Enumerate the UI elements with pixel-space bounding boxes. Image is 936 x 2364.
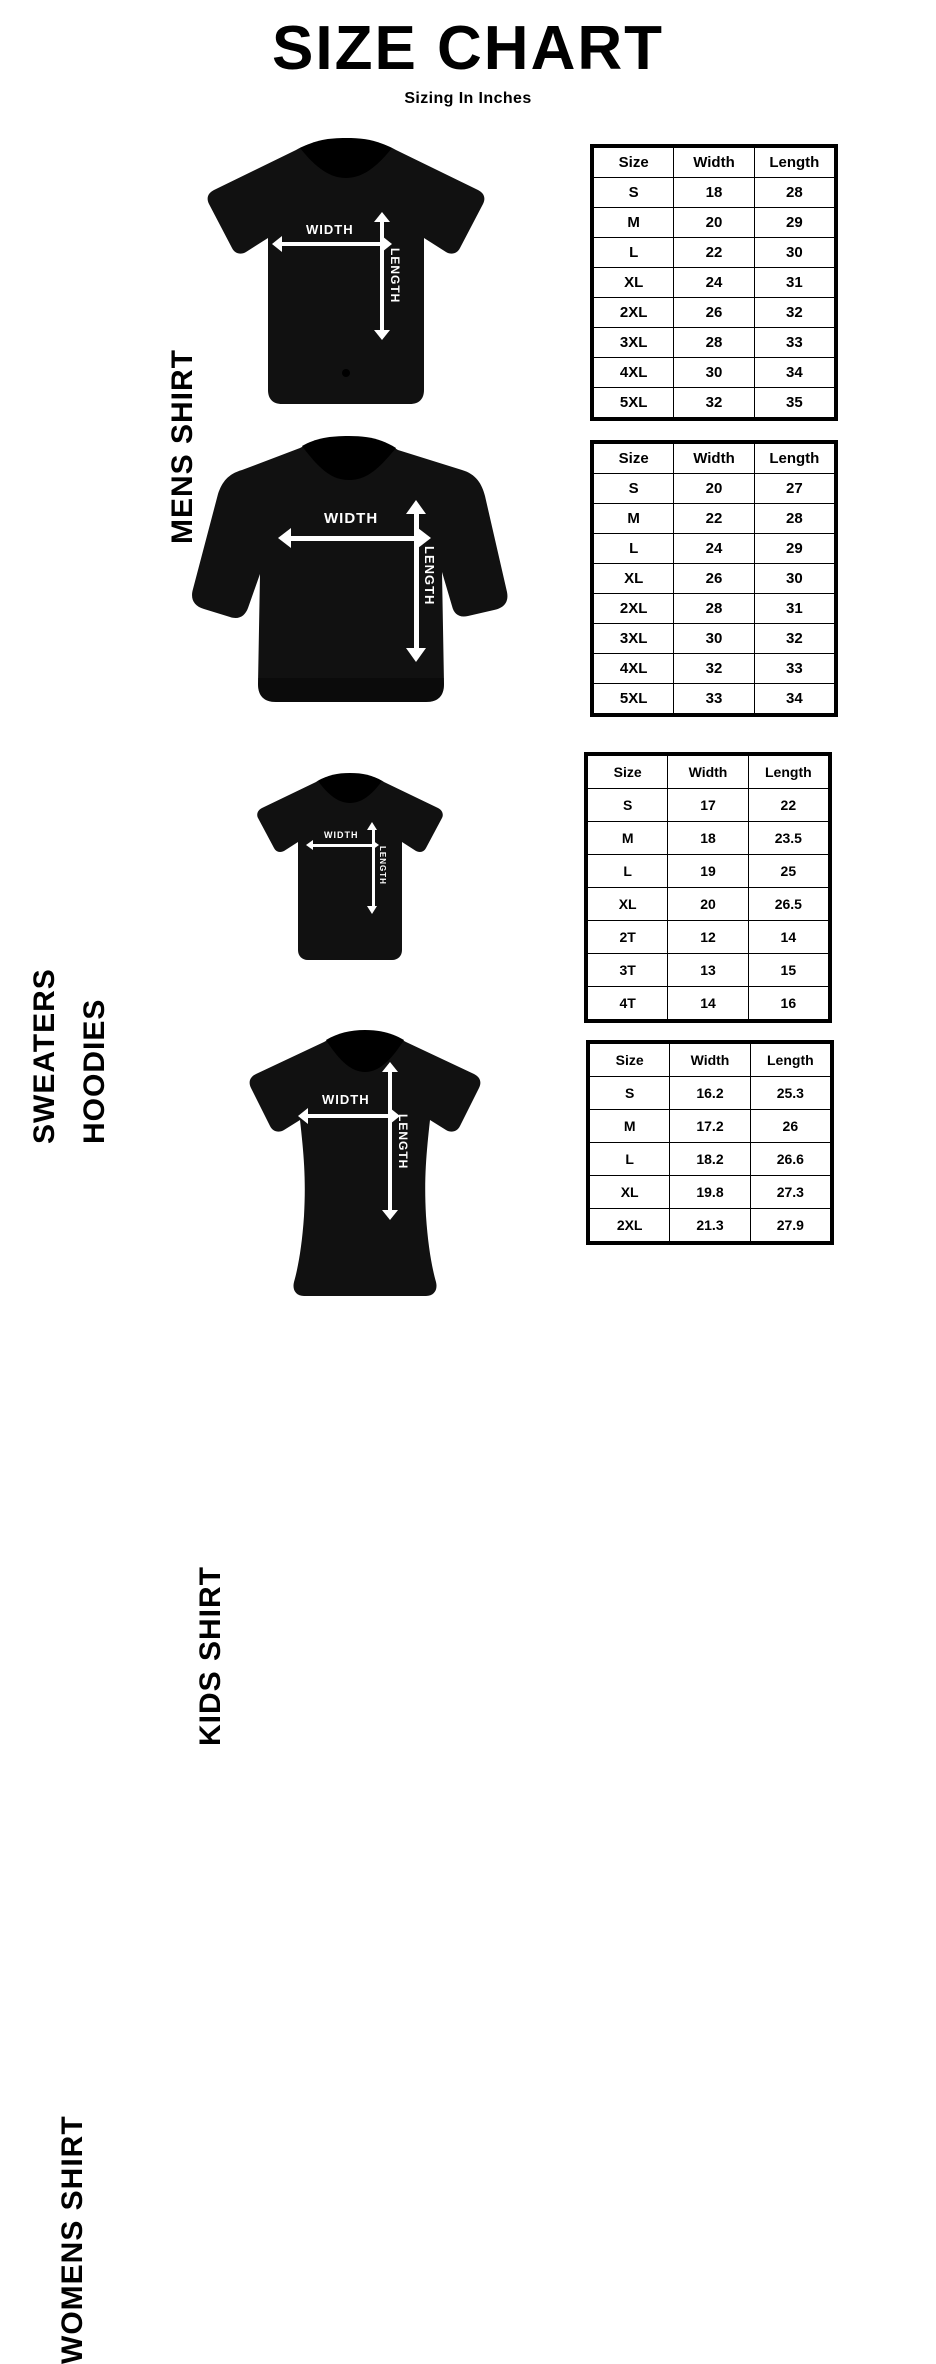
cell-size: 4XL xyxy=(594,654,674,684)
length-label: LENGTH xyxy=(396,1114,410,1170)
table-row xyxy=(588,789,829,822)
cell-length: 29 xyxy=(754,208,834,238)
length-label: LENGTH xyxy=(388,248,402,304)
table-row xyxy=(590,1209,831,1242)
length-arrow-top-tip xyxy=(374,212,390,222)
table-row xyxy=(594,654,835,684)
length-label: LENGTH xyxy=(378,846,387,885)
col-size: Size xyxy=(588,756,668,789)
cell-size: S xyxy=(590,1077,670,1110)
cell-size: L xyxy=(594,534,674,564)
cell-size: XL xyxy=(590,1176,670,1209)
tshirt-icon xyxy=(250,772,450,962)
cell-size: 2T xyxy=(588,921,668,954)
sidebar-item-mens-shirt: MENS SHIRT xyxy=(166,348,199,544)
col-size: Size xyxy=(594,444,674,474)
table-row xyxy=(594,388,835,418)
col-length: Length xyxy=(754,444,834,474)
width-label: WIDTH xyxy=(324,830,359,840)
womens-tee-icon xyxy=(240,1030,490,1300)
size-table xyxy=(589,1043,831,1242)
cell-size: M xyxy=(588,822,668,855)
cell-width: 24 xyxy=(674,534,754,564)
cell-width: 30 xyxy=(674,358,754,388)
table-header-row xyxy=(594,148,835,178)
width-arrow-left-tip xyxy=(306,840,313,850)
kids-shirt-illustration xyxy=(250,772,450,962)
page-header xyxy=(0,0,936,108)
cell-width: 33 xyxy=(674,684,754,714)
cell-length: 31 xyxy=(754,594,834,624)
size-table xyxy=(587,755,829,1020)
size-table xyxy=(593,443,835,714)
table-row xyxy=(594,624,835,654)
cell-size: 3XL xyxy=(594,328,674,358)
cell-width: 30 xyxy=(674,624,754,654)
tshirt-icon xyxy=(196,138,496,408)
cell-size: XL xyxy=(594,564,674,594)
kids-shirt-size-table xyxy=(584,752,832,1023)
width-label: WIDTH xyxy=(306,222,354,237)
cell-length: 31 xyxy=(754,268,834,298)
cell-size: 4T xyxy=(588,987,668,1020)
cell-length: 15 xyxy=(748,954,828,987)
table-row xyxy=(594,504,835,534)
col-size: Size xyxy=(590,1044,670,1077)
table-header-row xyxy=(588,756,829,789)
sidebar-item-kids-shirt: KIDS SHIRT xyxy=(194,1565,227,1746)
cell-length: 16 xyxy=(748,987,828,1020)
table-row xyxy=(594,238,835,268)
cell-size: XL xyxy=(588,888,668,921)
length-arrow-top-tip xyxy=(406,500,426,514)
table-row xyxy=(594,208,835,238)
cell-size: L xyxy=(588,855,668,888)
cell-length: 25.3 xyxy=(750,1077,830,1110)
table-row xyxy=(588,822,829,855)
length-arrow-line xyxy=(388,1072,392,1212)
cell-width: 18 xyxy=(668,822,748,855)
table-row xyxy=(594,594,835,624)
table-row xyxy=(588,888,829,921)
cell-width: 19.8 xyxy=(670,1176,750,1209)
cell-size: 3T xyxy=(588,954,668,987)
col-width: Width xyxy=(668,756,748,789)
cell-length: 34 xyxy=(754,358,834,388)
cell-width: 19 xyxy=(668,855,748,888)
length-arrow-bottom-tip xyxy=(374,330,390,340)
length-arrow-bottom-tip xyxy=(406,648,426,662)
sidebar-item-womens-shirt: WOMENS SHIRT xyxy=(56,2115,89,2364)
cell-width: 17.2 xyxy=(670,1110,750,1143)
length-arrow-bottom-tip xyxy=(382,1210,398,1220)
table-row xyxy=(590,1176,831,1209)
cell-size: 2XL xyxy=(594,594,674,624)
width-label: WIDTH xyxy=(324,510,379,527)
width-arrow-line xyxy=(306,1114,392,1118)
cell-length: 27 xyxy=(754,474,834,504)
size-table xyxy=(593,147,835,418)
length-label: LENGTH xyxy=(422,546,437,606)
width-arrow-left-tip xyxy=(298,1108,308,1124)
cell-width: 18 xyxy=(674,178,754,208)
cell-length: 22 xyxy=(748,789,828,822)
cell-length: 34 xyxy=(754,684,834,714)
table-row xyxy=(594,358,835,388)
page-subtitle: Sizing In Inches xyxy=(404,90,532,107)
width-arrow-left-tip xyxy=(272,236,282,252)
cell-length: 30 xyxy=(754,564,834,594)
table-row xyxy=(594,268,835,298)
cell-width: 22 xyxy=(674,504,754,534)
cell-width: 14 xyxy=(668,987,748,1020)
col-width: Width xyxy=(670,1044,750,1077)
cell-length: 33 xyxy=(754,654,834,684)
cell-size: 2XL xyxy=(594,298,674,328)
width-arrow-left-tip xyxy=(278,528,291,548)
cell-length: 32 xyxy=(754,298,834,328)
table-row xyxy=(594,298,835,328)
sidebar-item-hoodies: HOODIES xyxy=(78,998,111,1144)
table-row xyxy=(588,921,829,954)
cell-length: 29 xyxy=(754,534,834,564)
length-arrow-top-tip xyxy=(382,1062,398,1072)
womens-shirt-illustration xyxy=(240,1030,490,1300)
table-row xyxy=(588,954,829,987)
col-length: Length xyxy=(748,756,828,789)
cell-width: 13 xyxy=(668,954,748,987)
table-header-row xyxy=(594,444,835,474)
mens-shirt-illustration xyxy=(196,138,496,408)
length-arrow-bottom-tip xyxy=(367,906,377,914)
cell-width: 22 xyxy=(674,238,754,268)
cell-length: 30 xyxy=(754,238,834,268)
width-label: WIDTH xyxy=(322,1092,370,1107)
length-arrow-line xyxy=(414,514,419,650)
cell-width: 17 xyxy=(668,789,748,822)
cell-width: 12 xyxy=(668,921,748,954)
cell-size: L xyxy=(594,238,674,268)
table-row xyxy=(588,855,829,888)
cell-length: 28 xyxy=(754,504,834,534)
cell-length: 14 xyxy=(748,921,828,954)
cell-width: 26 xyxy=(674,564,754,594)
cell-size: 2XL xyxy=(590,1209,670,1242)
womens-shirt-size-table xyxy=(586,1040,834,1245)
col-width: Width xyxy=(674,444,754,474)
cell-length: 32 xyxy=(754,624,834,654)
cell-length: 28 xyxy=(754,178,834,208)
cell-length: 26.6 xyxy=(750,1143,830,1176)
table-row xyxy=(594,474,835,504)
cell-size: M xyxy=(594,504,674,534)
cell-length: 26 xyxy=(750,1110,830,1143)
cell-size: M xyxy=(590,1110,670,1143)
cell-size: 3XL xyxy=(594,624,674,654)
table-row xyxy=(590,1077,831,1110)
cell-width: 26 xyxy=(674,298,754,328)
sweatshirt-illustration xyxy=(180,434,520,722)
width-arrow-line xyxy=(312,844,374,847)
cell-width: 20 xyxy=(668,888,748,921)
cell-size: 5XL xyxy=(594,388,674,418)
sweaters-hoodies-size-table xyxy=(590,440,838,717)
table-row xyxy=(590,1143,831,1176)
col-length: Length xyxy=(750,1044,830,1077)
col-length: Length xyxy=(754,148,834,178)
cell-width: 24 xyxy=(674,268,754,298)
length-arrow-top-tip xyxy=(367,822,377,830)
cell-length: 23.5 xyxy=(748,822,828,855)
table-row xyxy=(594,178,835,208)
cell-size: M xyxy=(594,208,674,238)
cell-length: 26.5 xyxy=(748,888,828,921)
cell-width: 20 xyxy=(674,474,754,504)
cell-width: 21.3 xyxy=(670,1209,750,1242)
cell-size: 5XL xyxy=(594,684,674,714)
cell-width: 20 xyxy=(674,208,754,238)
table-row xyxy=(594,564,835,594)
cell-size: S xyxy=(588,789,668,822)
mens-shirt-size-table xyxy=(590,144,838,421)
sidebar-item-sweaters: SWEATERS xyxy=(28,968,61,1144)
cell-width: 32 xyxy=(674,654,754,684)
col-size: Size xyxy=(594,148,674,178)
cell-size: L xyxy=(590,1143,670,1176)
width-arrow-line xyxy=(290,536,420,541)
width-arrow-line xyxy=(280,242,384,246)
length-arrow-line xyxy=(372,830,375,908)
sweatshirt-icon xyxy=(180,434,520,722)
width-arrow-right-tip xyxy=(418,528,431,548)
table-header-row xyxy=(590,1044,831,1077)
cell-length: 27.9 xyxy=(750,1209,830,1242)
page-title: SIZE CHART xyxy=(272,14,664,83)
table-row xyxy=(594,534,835,564)
cell-length: 35 xyxy=(754,388,834,418)
cell-length: 27.3 xyxy=(750,1176,830,1209)
length-arrow-line xyxy=(380,222,384,332)
cell-size: S xyxy=(594,178,674,208)
col-width: Width xyxy=(674,148,754,178)
table-row xyxy=(594,328,835,358)
cell-width: 16.2 xyxy=(670,1077,750,1110)
cell-width: 32 xyxy=(674,388,754,418)
cell-size: XL xyxy=(594,268,674,298)
cell-length: 33 xyxy=(754,328,834,358)
cell-size: S xyxy=(594,474,674,504)
table-row xyxy=(594,684,835,714)
cell-width: 28 xyxy=(674,328,754,358)
cell-length: 25 xyxy=(748,855,828,888)
cell-width: 28 xyxy=(674,594,754,624)
table-row xyxy=(590,1110,831,1143)
cell-width: 18.2 xyxy=(670,1143,750,1176)
cell-size: 4XL xyxy=(594,358,674,388)
